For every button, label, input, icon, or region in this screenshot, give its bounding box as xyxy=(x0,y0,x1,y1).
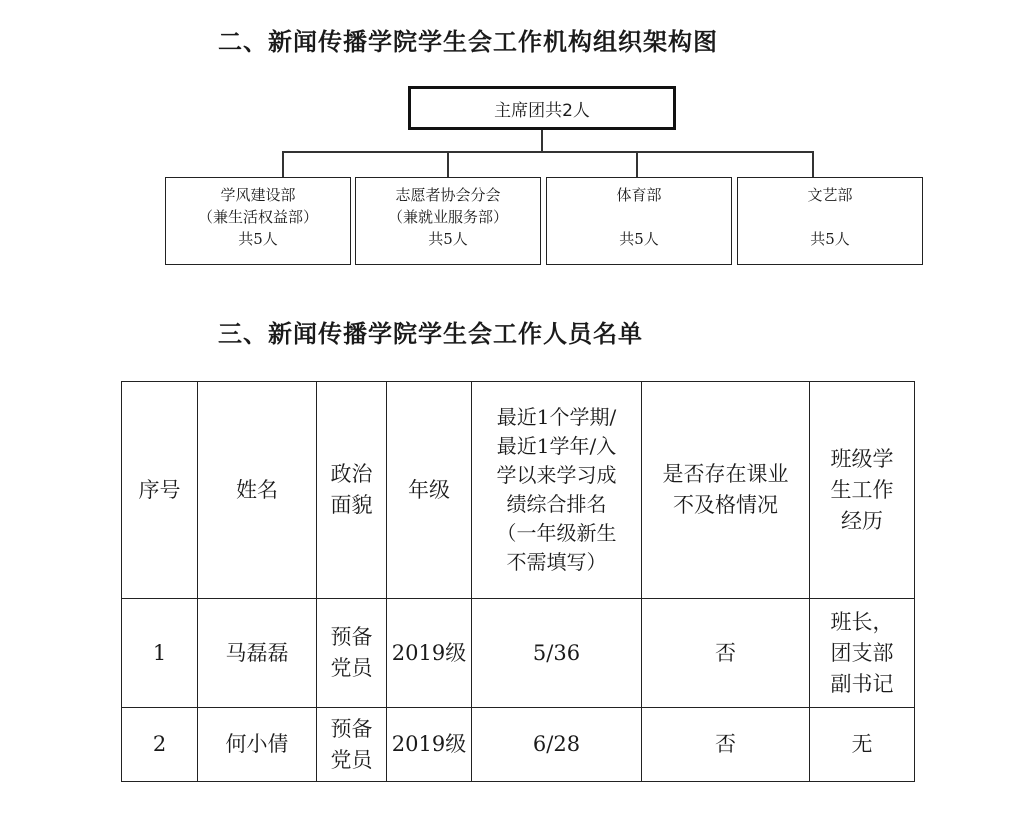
staff-table xyxy=(121,381,915,782)
org-root-box xyxy=(408,86,676,130)
cell-name: 马磊磊 xyxy=(198,599,317,708)
table-row xyxy=(122,708,915,782)
dept-box-sports xyxy=(546,177,732,265)
dept-box-arts xyxy=(737,177,923,265)
dept-count: 共5人 xyxy=(428,230,468,248)
dept-box-study xyxy=(165,177,351,265)
cell-experience: 班长， 团支部 副书记 xyxy=(810,599,915,708)
cell-experience: 无 xyxy=(810,708,915,782)
cell-ranking: 5/36 xyxy=(472,599,642,708)
dept-name: 学风建设部 xyxy=(220,186,296,204)
connector-dept-3 xyxy=(636,151,638,177)
cell-seq: 1 xyxy=(122,599,198,708)
dept-subtitle: （兼生活权益部） xyxy=(197,208,318,226)
section-2-heading: 二、新闻传播学院学生会工作机构组织架构图 xyxy=(218,28,718,56)
org-root-label: 主席团共2人 xyxy=(494,100,590,121)
header-experience: 班级学 生工作 经历 xyxy=(810,382,915,599)
connector-horizontal xyxy=(282,151,813,153)
cell-ranking: 6/28 xyxy=(472,708,642,782)
dept-name: 文艺部 xyxy=(807,186,853,204)
cell-political: 预备 党员 xyxy=(317,599,387,708)
dept-name: 体育部 xyxy=(616,186,662,204)
dept-box-volunteer xyxy=(355,177,541,265)
connector-dept-1 xyxy=(282,151,284,177)
header-name: 姓名 xyxy=(198,382,317,599)
cell-name: 何小倩 xyxy=(198,708,317,782)
dept-subtitle: （兼就业服务部） xyxy=(387,208,508,226)
dept-name: 志愿者协会分会 xyxy=(395,186,501,204)
header-seq: 序号 xyxy=(122,382,198,599)
dept-count: 共5人 xyxy=(810,230,850,248)
cell-grade: 2019级 xyxy=(387,708,472,782)
header-failing: 是否存在课业 不及格情况 xyxy=(642,382,810,599)
table-row xyxy=(122,599,915,708)
dept-count: 共5人 xyxy=(619,230,659,248)
cell-grade: 2019级 xyxy=(387,599,472,708)
dept-count: 共5人 xyxy=(238,230,278,248)
header-ranking: 最近1个学期/ 最近1学年/入 学以来学习成 绩综合排名 （一年级新生 不需填写） xyxy=(472,382,642,599)
header-political: 政治 面貌 xyxy=(317,382,387,599)
connector-dept-4 xyxy=(812,151,814,177)
connector-root-down xyxy=(541,130,543,152)
cell-failing: 否 xyxy=(642,599,810,708)
section-3-heading: 三、新闻传播学院学生会工作人员名单 xyxy=(218,320,643,348)
connector-dept-2 xyxy=(447,151,449,177)
cell-political: 预备 党员 xyxy=(317,708,387,782)
header-grade: 年级 xyxy=(387,382,472,599)
table-header-row xyxy=(122,382,915,599)
cell-failing: 否 xyxy=(642,708,810,782)
cell-seq: 2 xyxy=(122,708,198,782)
